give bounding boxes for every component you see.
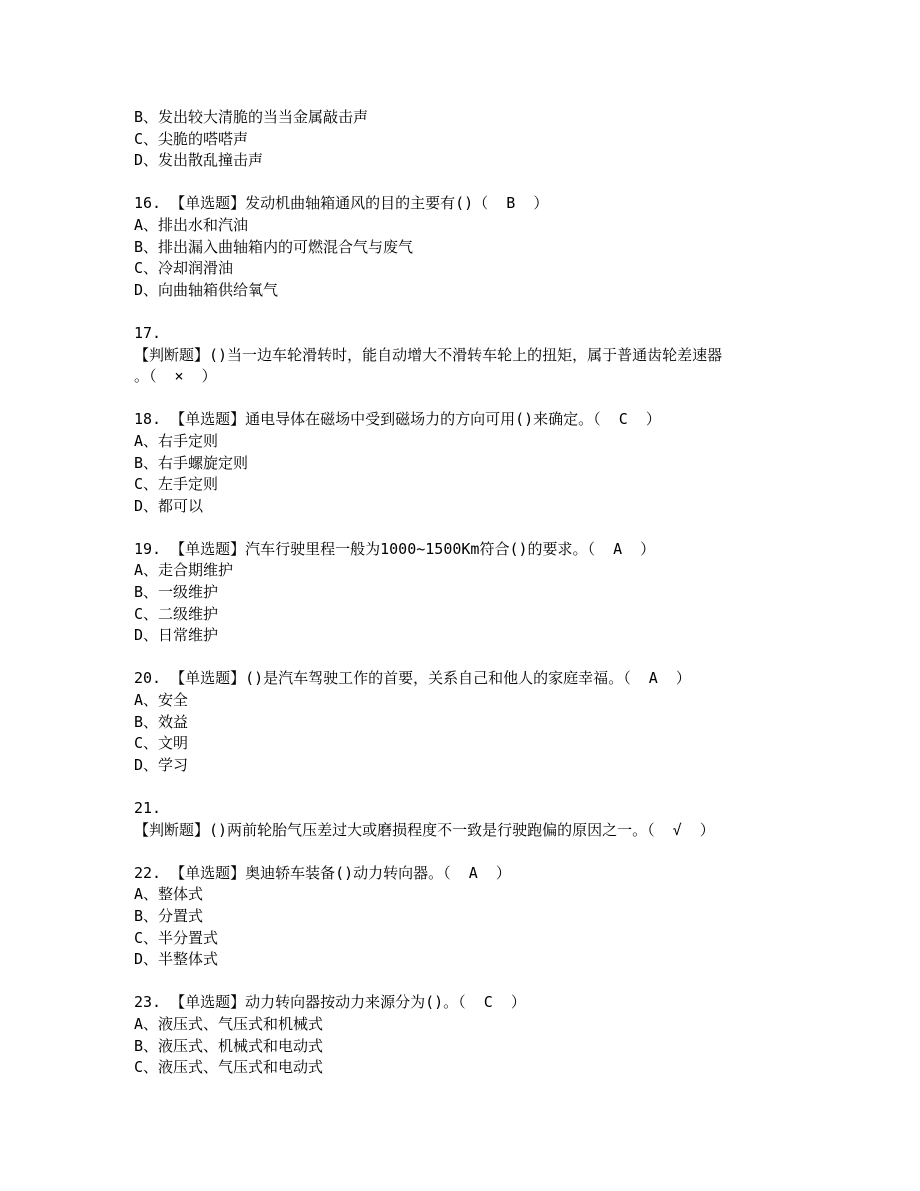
question-17 — [134, 323, 894, 388]
option-a: A、走合期维护 — [134, 561, 234, 580]
question-number: 17. — [134, 323, 162, 342]
option-b: B、右手螺旋定则 — [134, 453, 249, 472]
option-c: C、液压式、气压式和电动式 — [134, 1058, 324, 1077]
option-c: C、尖脆的嗒嗒声 — [134, 129, 249, 148]
option-c: C、冷却润滑油 — [134, 259, 234, 278]
question-15-continued — [134, 107, 894, 172]
option-a: A、排出水和汽油 — [134, 215, 249, 234]
question-23 — [134, 992, 894, 1078]
option-c: C、左手定则 — [134, 475, 219, 494]
question-stem: 23. 【单选题】动力转向器按动力来源分为()。（ C ） — [134, 993, 526, 1012]
question-16 — [134, 193, 894, 301]
question-stem: 18. 【单选题】通电导体在磁场中受到磁场力的方向可用()来确定。（ C ） — [134, 410, 661, 429]
question-stem: 22. 【单选题】奥迪轿车装备()动力转向器。（ A ） — [134, 863, 511, 882]
option-d: D、日常维护 — [134, 626, 219, 645]
option-d: D、发出散乱撞击声 — [134, 151, 264, 170]
option-c: C、文明 — [134, 734, 189, 753]
question-stem: 16. 【单选题】发动机曲轴箱通风的目的主要有()（ B ） — [134, 194, 549, 213]
option-b: B、一级维护 — [134, 583, 219, 602]
question-stem: 19. 【单选题】汽车行驶里程一般为1000~1500Km符合()的要求。（ A ） — [134, 539, 656, 558]
option-d: D、学习 — [134, 755, 189, 774]
option-b: B、液压式、机械式和电动式 — [134, 1036, 324, 1055]
question-21 — [134, 798, 894, 841]
question-number: 21. — [134, 799, 162, 817]
option-c: C、半分置式 — [134, 928, 219, 947]
exam-page — [134, 107, 894, 1079]
option-b: B、效益 — [134, 712, 189, 731]
option-a: A、安全 — [134, 691, 189, 710]
question-stem: 20. 【单选题】()是汽车驾驶工作的首要，关系自己和他人的家庭幸福。（ A ） — [134, 669, 691, 688]
question-19 — [134, 539, 894, 647]
option-b: B、排出漏入曲轴箱内的可燃混合气与废气 — [134, 237, 414, 256]
question-stem-continued: 。（ × ） — [134, 367, 217, 386]
question-20 — [134, 668, 894, 776]
option-a: A、整体式 — [134, 885, 204, 904]
question-stem: 【判断题】()两前轮胎气压差过大或磨损程度不一致是行驶跑偏的原因之一。（ √ ） — [134, 820, 715, 839]
option-d: D、半整体式 — [134, 950, 219, 969]
question-22 — [134, 863, 894, 971]
option-d: D、向曲轴箱供给氧气 — [134, 280, 279, 299]
option-c: C、二级维护 — [134, 604, 219, 623]
option-a: A、液压式、气压式和机械式 — [134, 1014, 324, 1033]
option-d: D、都可以 — [134, 496, 204, 515]
option-b: B、发出较大清脆的当当金属敲击声 — [134, 108, 369, 126]
option-b: B、分置式 — [134, 906, 204, 925]
question-18 — [134, 409, 894, 517]
option-a: A、右手定则 — [134, 431, 219, 450]
question-stem: 【判断题】()当一边车轮滑转时，能自动增大不滑转车轮上的扭矩，属于普通齿轮差速器 — [134, 345, 723, 364]
